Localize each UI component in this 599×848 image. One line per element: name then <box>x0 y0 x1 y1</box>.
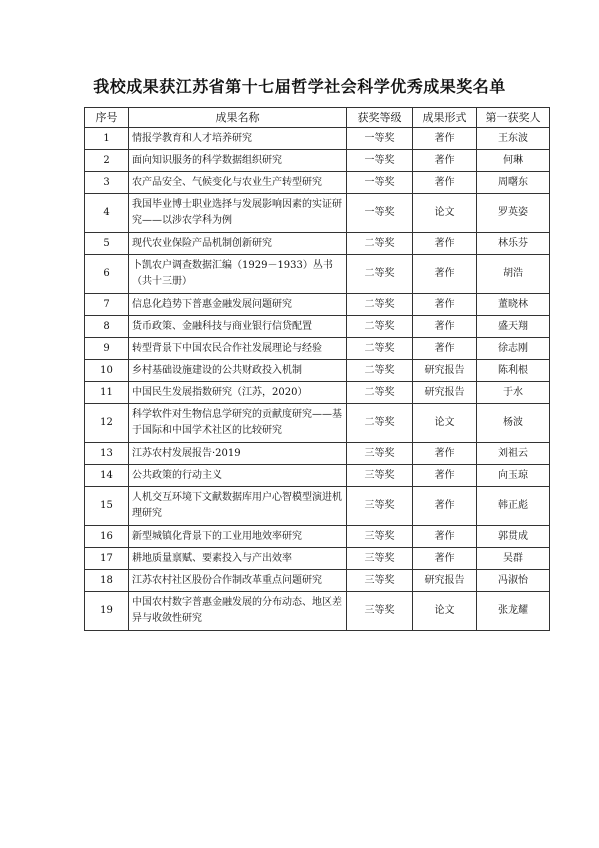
row-name: 人机交互环境下文献数据库用户心智模型演进机理研究 <box>129 487 347 526</box>
row-no: 4 <box>85 194 129 233</box>
row-person: 王东波 <box>477 128 550 150</box>
award-table <box>84 107 550 631</box>
row-no: 11 <box>85 382 129 404</box>
row-no: 13 <box>85 443 129 465</box>
table-row <box>85 570 550 592</box>
row-form: 著作 <box>413 128 477 150</box>
row-form: 著作 <box>413 443 477 465</box>
row-name: 货币政策、金融科技与商业银行信贷配置 <box>129 316 347 338</box>
row-name: 中国民生发展指数研究（江苏，2020） <box>129 382 347 404</box>
row-person: 胡浩 <box>477 255 550 294</box>
row-name: 公共政策的行动主义 <box>129 465 347 487</box>
row-no: 8 <box>85 316 129 338</box>
row-person: 向玉琼 <box>477 465 550 487</box>
table-row <box>85 526 550 548</box>
row-person: 杨波 <box>477 404 550 443</box>
row-no: 6 <box>85 255 129 294</box>
row-level: 二等奖 <box>347 233 413 255</box>
row-level: 三等奖 <box>347 570 413 592</box>
row-name: 信息化趋势下普惠金融发展问题研究 <box>129 294 347 316</box>
row-form: 著作 <box>413 233 477 255</box>
row-name: 卜凯农户调查数据汇编（1929－1933）丛书（共十三册） <box>129 255 347 294</box>
row-form: 著作 <box>413 487 477 526</box>
row-person: 林乐芬 <box>477 233 550 255</box>
row-no: 3 <box>85 172 129 194</box>
header-level: 获奖等级 <box>347 108 413 128</box>
row-level: 二等奖 <box>347 338 413 360</box>
row-level: 二等奖 <box>347 404 413 443</box>
row-no: 5 <box>85 233 129 255</box>
row-form: 著作 <box>413 526 477 548</box>
header-name: 成果名称 <box>129 108 347 128</box>
row-level: 一等奖 <box>347 150 413 172</box>
row-level: 一等奖 <box>347 128 413 150</box>
row-level: 三等奖 <box>347 487 413 526</box>
header-no: 序号 <box>85 108 129 128</box>
row-level: 二等奖 <box>347 316 413 338</box>
row-level: 一等奖 <box>347 172 413 194</box>
row-name: 面向知识服务的科学数据组织研究 <box>129 150 347 172</box>
page-title: 我校成果获江苏省第十七届哲学社会科学优秀成果奖名单 <box>93 77 506 96</box>
row-no: 17 <box>85 548 129 570</box>
table-row <box>85 294 550 316</box>
row-level: 三等奖 <box>347 592 413 631</box>
row-level: 二等奖 <box>347 360 413 382</box>
row-person: 董晓林 <box>477 294 550 316</box>
row-no: 14 <box>85 465 129 487</box>
row-level: 三等奖 <box>347 548 413 570</box>
table-row <box>85 338 550 360</box>
row-form: 论文 <box>413 592 477 631</box>
row-form: 研究报告 <box>413 382 477 404</box>
table-row <box>85 233 550 255</box>
table-row <box>85 404 550 443</box>
row-form: 研究报告 <box>413 570 477 592</box>
row-level: 三等奖 <box>347 526 413 548</box>
row-name: 现代农业保险产品机制创新研究 <box>129 233 347 255</box>
row-person: 郭贯成 <box>477 526 550 548</box>
row-form: 著作 <box>413 316 477 338</box>
row-person: 刘祖云 <box>477 443 550 465</box>
row-no: 9 <box>85 338 129 360</box>
row-form: 著作 <box>413 294 477 316</box>
table-row <box>85 465 550 487</box>
row-person: 何琳 <box>477 150 550 172</box>
row-form: 论文 <box>413 404 477 443</box>
row-person: 陈利根 <box>477 360 550 382</box>
table-header-row <box>85 108 550 128</box>
row-name: 江苏农村发展报告·2019 <box>129 443 347 465</box>
row-name: 转型背景下中国农民合作社发展理论与经验 <box>129 338 347 360</box>
row-person: 周曙东 <box>477 172 550 194</box>
row-form: 著作 <box>413 338 477 360</box>
row-form: 论文 <box>413 194 477 233</box>
row-form: 研究报告 <box>413 360 477 382</box>
table-row <box>85 548 550 570</box>
table-row <box>85 592 550 631</box>
row-name: 我国毕业博士职业选择与发展影响因素的实证研究——以涉农学科为例 <box>129 194 347 233</box>
table-row <box>85 382 550 404</box>
row-name: 农产品安全、气候变化与农业生产转型研究 <box>129 172 347 194</box>
row-person: 张龙耀 <box>477 592 550 631</box>
table-row <box>85 255 550 294</box>
table-row <box>85 150 550 172</box>
row-person: 徐志刚 <box>477 338 550 360</box>
row-name: 耕地质量禀赋、要素投入与产出效率 <box>129 548 347 570</box>
row-no: 1 <box>85 128 129 150</box>
row-no: 16 <box>85 526 129 548</box>
row-no: 2 <box>85 150 129 172</box>
header-form: 成果形式 <box>413 108 477 128</box>
table-row <box>85 128 550 150</box>
table-row <box>85 316 550 338</box>
row-name: 中国农村数字普惠金融发展的分布动态、地区差异与收敛性研究 <box>129 592 347 631</box>
table-row <box>85 194 550 233</box>
table-row <box>85 443 550 465</box>
row-level: 三等奖 <box>347 443 413 465</box>
row-form: 著作 <box>413 172 477 194</box>
row-name: 江苏农村社区股份合作制改革重点问题研究 <box>129 570 347 592</box>
row-person: 于水 <box>477 382 550 404</box>
row-name: 科学软件对生物信息学研究的贡献度研究——基于国际和中国学术社区的比较研究 <box>129 404 347 443</box>
row-level: 三等奖 <box>347 465 413 487</box>
row-person: 冯淑怡 <box>477 570 550 592</box>
row-no: 15 <box>85 487 129 526</box>
row-no: 10 <box>85 360 129 382</box>
row-no: 7 <box>85 294 129 316</box>
row-person: 盛天翔 <box>477 316 550 338</box>
header-person: 第一获奖人 <box>477 108 550 128</box>
row-level: 二等奖 <box>347 294 413 316</box>
row-no: 12 <box>85 404 129 443</box>
row-form: 著作 <box>413 465 477 487</box>
row-level: 二等奖 <box>347 255 413 294</box>
row-no: 18 <box>85 570 129 592</box>
row-person: 韩正彪 <box>477 487 550 526</box>
table-row <box>85 487 550 526</box>
table-row <box>85 172 550 194</box>
row-level: 二等奖 <box>347 382 413 404</box>
row-form: 著作 <box>413 548 477 570</box>
table-row <box>85 360 550 382</box>
row-name: 乡村基础设施建设的公共财政投入机制 <box>129 360 347 382</box>
row-form: 著作 <box>413 255 477 294</box>
row-person: 吴群 <box>477 548 550 570</box>
row-level: 一等奖 <box>347 194 413 233</box>
row-person: 罗英姿 <box>477 194 550 233</box>
row-name: 情报学教育和人才培养研究 <box>129 128 347 150</box>
row-name: 新型城镇化背景下的工业用地效率研究 <box>129 526 347 548</box>
row-no: 19 <box>85 592 129 631</box>
row-form: 著作 <box>413 150 477 172</box>
